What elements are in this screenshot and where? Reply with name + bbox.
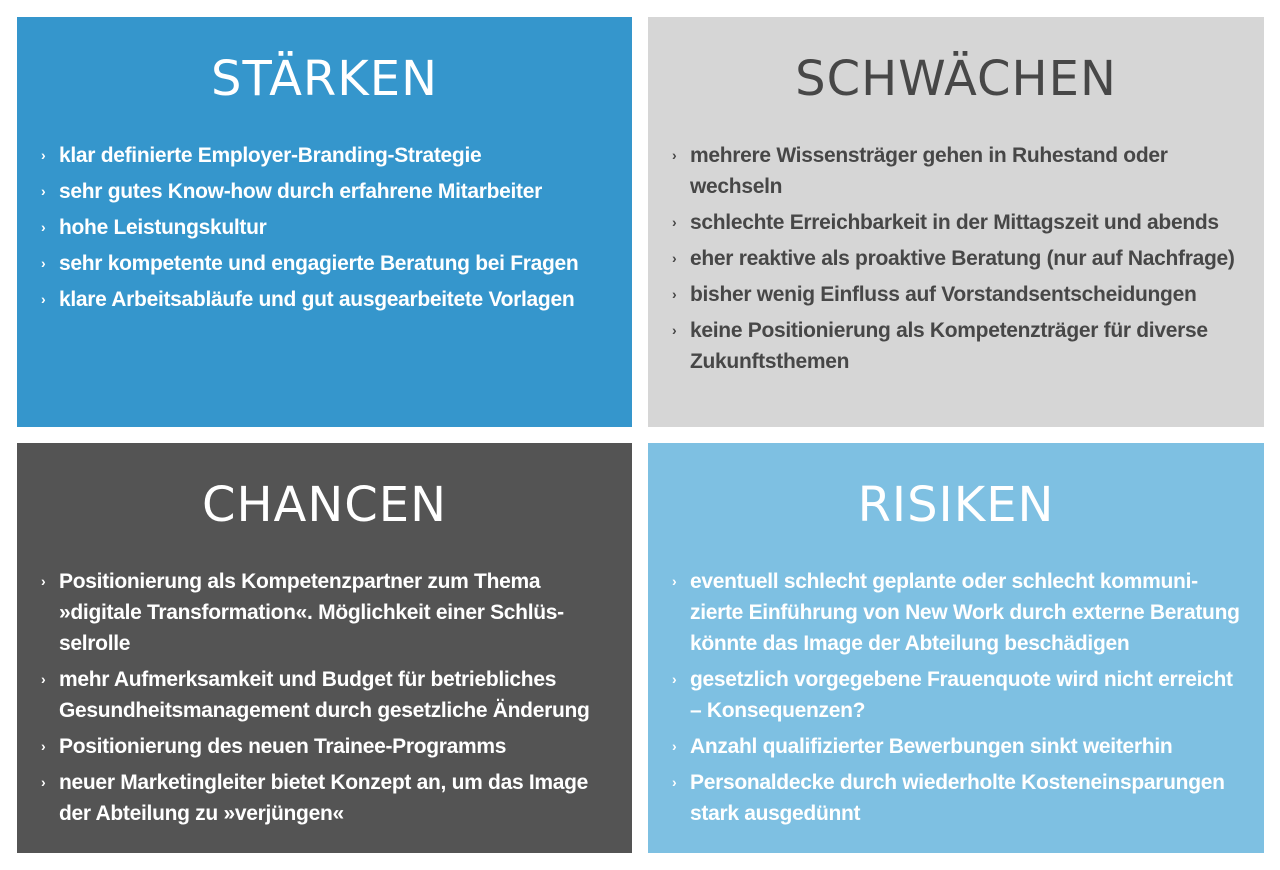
chevron-right-icon: › [672,322,677,338]
chevron-right-icon: › [41,738,46,754]
strengths-quadrant [17,17,632,427]
chevron-right-icon: › [41,774,46,790]
chevron-right-icon: › [672,250,677,266]
chevron-right-icon: › [41,255,46,271]
list-item [41,176,610,207]
chevron-right-icon: › [672,147,677,163]
item-text: bisher wenig Einfluss auf Vorstandsentscheidungen [690,283,1197,306]
chevron-right-icon: › [41,291,46,307]
item-text: sehr gutes Know-how durch erfahrene Mitarbeiter [59,180,542,203]
item-text: schlechte Erreichbarkeit in der Mittagszeit und abends [690,211,1219,234]
list-item [41,664,610,726]
chevron-right-icon: › [41,147,46,163]
list-item [41,566,610,659]
strengths-list [41,140,610,320]
chevron-right-icon: › [672,738,677,754]
opportunities-list [41,566,610,834]
list-item [672,140,1242,202]
chevron-right-icon: › [672,774,677,790]
threats-title: RISIKEN [857,477,1055,533]
chevron-right-icon: › [41,219,46,235]
list-item [672,664,1242,726]
list-item [672,279,1242,310]
item-text: gesetzlich vorgegebene Frauenquote wird nicht erreicht – Konsequenzen? [690,668,1233,722]
chevron-right-icon: › [41,183,46,199]
weaknesses-title: SCHWÄCHEN [795,51,1117,107]
list-item [41,212,610,243]
list-item [41,731,610,762]
item-text: Positionierung des neuen Trainee-Programms [59,735,507,758]
weaknesses-list [672,140,1242,382]
item-text: eventuell schlecht geplante oder schlecht kommunizierte Einführung von New Work durch externe Beratung könnte das Image der Abteilung beschädigen [690,570,1240,655]
item-text: keine Positionierung als Kompetenzträger für diverse Zukunftsthemen [690,319,1208,373]
item-text: Anzahl qualifizierter Bewerbungen sinkt weiterhin [690,735,1173,758]
opportunities-quadrant [17,443,632,853]
strengths-title: STÄRKEN [211,51,438,107]
list-item [672,566,1242,659]
threats-quadrant [648,443,1264,853]
item-text: mehrere Wissensträger gehen in Ruhestand oder wechseln [690,144,1168,198]
list-item [672,731,1242,762]
list-item [672,767,1242,829]
list-item [41,140,610,171]
opportunities-title: CHANCEN [201,477,448,533]
item-text: klare Arbeitsabläufe und gut ausgearbeitete Vorlagen [59,288,575,311]
list-item [41,248,610,279]
threats-list [672,566,1242,834]
list-item [41,767,610,829]
item-text: eher reaktive als proaktive Beratung (nur auf Nachfrage) [690,247,1235,270]
chevron-right-icon: › [672,286,677,302]
item-text: hohe Leistungskultur [59,216,267,239]
item-text: sehr kompetente und engagierte Beratung bei Fragen [59,252,579,275]
list-item [41,284,610,315]
item-text: klar definierte Employer-Branding-Strategie [59,144,482,167]
list-item [672,243,1242,274]
item-text: Positionierung als Kompetenzpartner zum Thema »digitale Transformation«. Möglichkeit einer Schlüsselrolle [59,570,565,655]
item-text: Personaldecke durch wiederholte Kosteneinsparungen stark ausgedünnt [690,771,1225,825]
chevron-right-icon: › [672,671,677,687]
chevron-right-icon: › [41,573,46,589]
item-text: neuer Marketingleiter bietet Konzept an, um das Image der Abteilung zu »verjüngen« [59,771,589,825]
list-item [672,207,1242,238]
chevron-right-icon: › [672,214,677,230]
chevron-right-icon: › [672,573,677,589]
item-text: mehr Aufmerksamkeit und Budget für betriebliches Gesundheitsmanagement durch gesetzliche Änderung [59,668,590,722]
chevron-right-icon: › [41,671,46,687]
list-item [672,315,1242,377]
weaknesses-quadrant [648,17,1264,427]
